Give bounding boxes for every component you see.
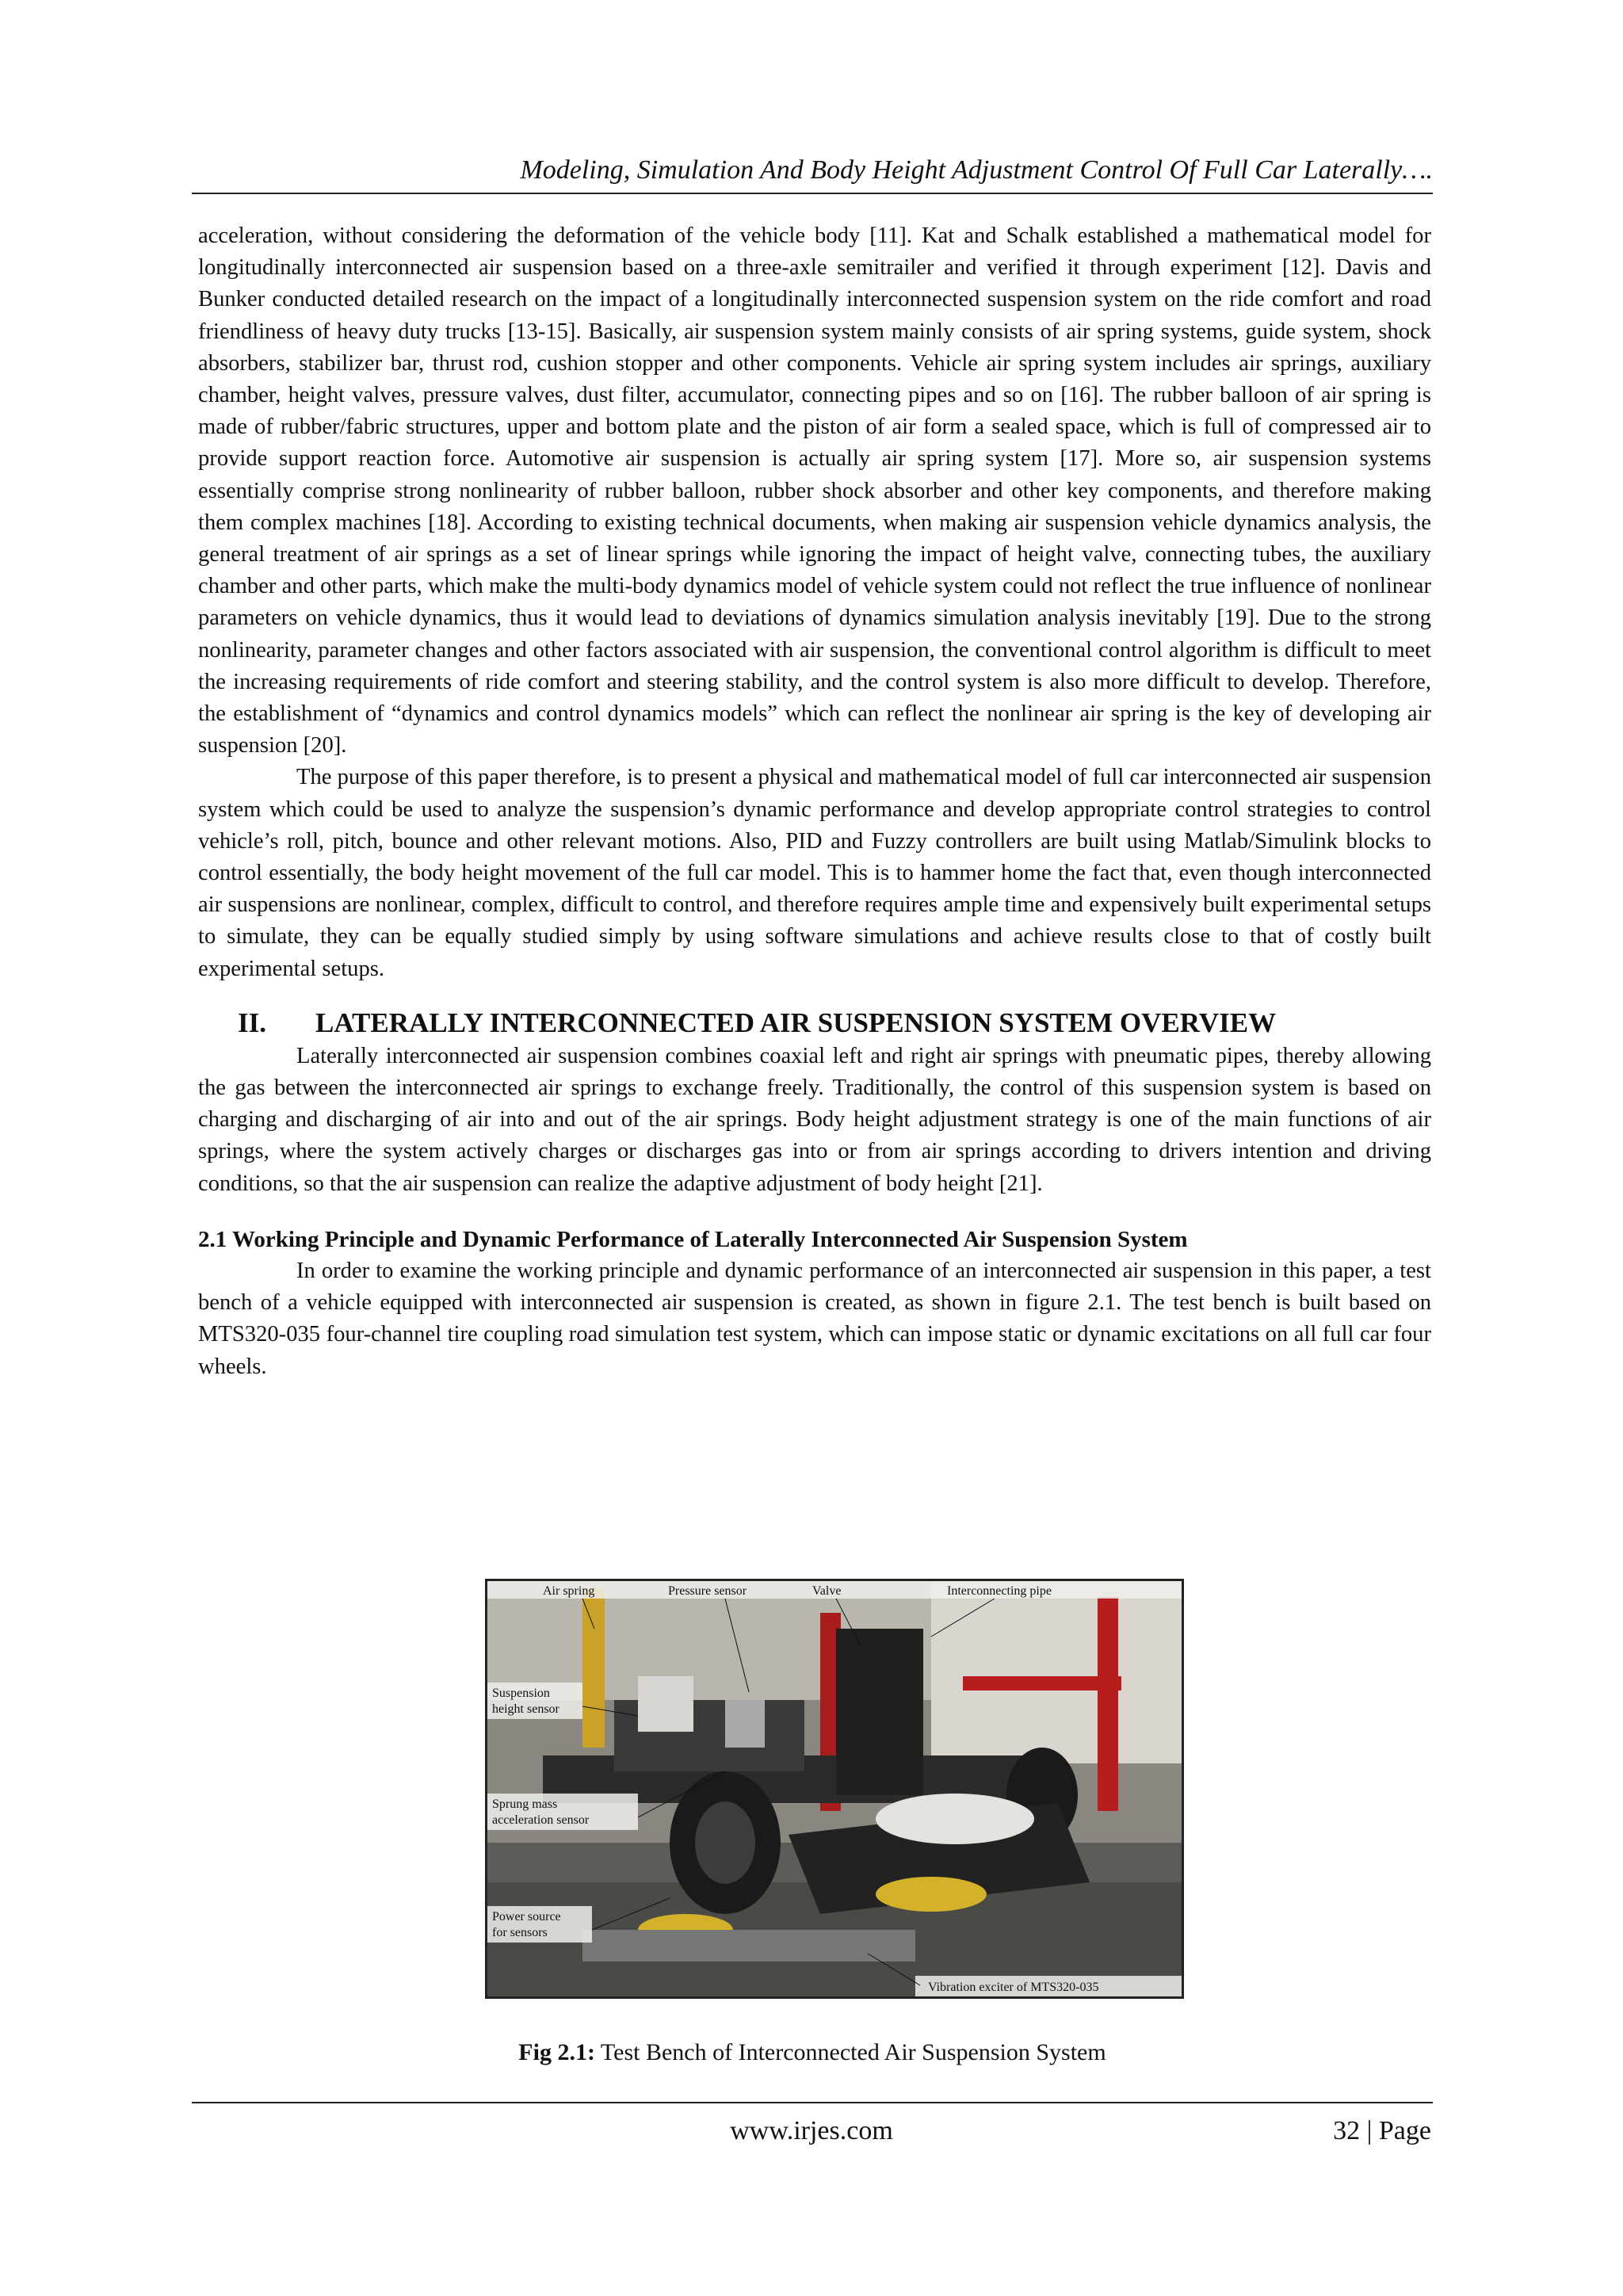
running-header — [192, 153, 1433, 194]
paragraph-3: Laterally interconnected air suspension combines coaxial left and right air springs with pneumatic pipes, thereby allowing the gas between the interconnected air springs to exchange freely. Traditionally, the control of this suspension system is based on charging and discharging of air into and out of the air springs. Body height adjustment strategy is one of the main functions of air springs, where the system actively charges or discharges gas into or from air springs according to drivers intention and driving conditions, so that the air suspension can realize the adaptive adjustment of body height [21]. — [198, 1043, 1431, 1196]
label-air-spring: Air spring — [543, 1584, 595, 1598]
section-heading — [198, 1006, 1431, 1041]
figure-caption-text: Test Bench of Interconnected Air Suspension System — [594, 2039, 1106, 2065]
label-height-sensor-line1: Suspension — [492, 1687, 550, 1700]
running-title: Modeling, Simulation And Body Height Adjustment Control Of Full Car Laterally…. — [520, 155, 1433, 185]
section-title: LATERALLY INTERCONNECTED AIR SUSPENSION SYSTEM OVERVIEW — [315, 1007, 1277, 1038]
figure-caption — [192, 2037, 1433, 2069]
page-number: 32 | Page — [1333, 2116, 1431, 2145]
section-number: II. — [238, 1007, 266, 1038]
footer-divider — [192, 2102, 1433, 2103]
figure-caption-label: Fig 2.1: — [518, 2039, 595, 2065]
label-power-source-line1: Power source — [492, 1910, 561, 1924]
label-valve: Valve — [812, 1584, 842, 1598]
label-pressure-sensor: Pressure sensor — [668, 1584, 747, 1598]
label-power-source-line2: for sensors — [492, 1926, 548, 1939]
label-interconnecting-pipe: Interconnecting pipe — [947, 1584, 1052, 1598]
paragraph-2: The purpose of this paper therefore, is to present a physical and mathematical model of full car interconnected air suspension system which could be used to analyze the suspension’s dynamic performance and develop appropriate control strategies to control vehicle’s roll, pitch, bounce and other relevant motions. Also, PID and Fuzzy controllers are built using Matlab/Simulink blocks to control essentially, the body height movement of the full car model. This is to hammer home the fact that, even though interconnected air suspensions are nonlinear, complex, difficult to control, and therefore requires ample time and expensively built experimental setups to simulate, they can be equally studied simply by using software simulations and achieve results close to that of costly built experimental setups. — [198, 765, 1431, 981]
label-vibration-exciter: Vibration exciter of MTS320-035 — [928, 1981, 1099, 1994]
label-accel-sensor-line2: acceleration sensor — [492, 1813, 590, 1827]
paragraph-4: In order to examine the working principle and dynamic performance of an interconnected air suspension in this paper, a test bench of a vehicle equipped with interconnected air suspension is created, as shown in figure 2.1. The test bench is built based on MTS320-035 four-channel tire coupling road simulation test system, which can impose static or dynamic excitations on all full car four wheels. — [198, 1258, 1431, 1379]
paragraph-1: acceleration, without considering the deformation of the vehicle body [11]. Kat and Schalk established a mathematical model for longitudinally interconnected air suspension based on a three-axle semitrailer and verified it through experiment [12]. Davis and Bunker conducted detailed research on the impact of a longitudinally interconnected suspension system on the ride comfort and road friendliness of heavy duty trucks [13-15]. Basically, air suspension system mainly consists of air spring systems, guide system, shock absorbers, stabilizer bar, thrust rod, cushion stopper and other components. Vehicle air spring system includes air springs, auxiliary chamber, height valves, pressure valves, dust filter, accumulator, connecting pipes and so on [16]. The rubber balloon of air spring is made of rubber/fabric structures, upper and bottom plate and the piston of air form a sealed space, which is full of compressed air to provide support reaction force. Automotive air suspension is actually air spring system [17]. More so, air suspension systems essentially comprise strong nonlinearity of rubber balloon, rubber shock absorber and other key components, and therefore making them complex machines [18]. According to existing technical documents, when making air suspension vehicle dynamics analysis, the general treatment of air springs as a set of linear springs while ignoring the impact of height valve, connecting tubes, the auxiliary chamber and other parts, which make the multi-body dynamics model of vehicle system could not reflect the true influence of nonlinear parameters on vehicle dynamics, thus it would lead to deviations of dynamics simulation analysis inevitably [19]. Due to the strong nonlinearity, parameter changes and other factors associated with air suspension, the conventional control algorithm is difficult to meet the increasing requirements of ride comfort and steering stability, and the control system is also more difficult to develop. Therefore, the establishment of “dynamics and control dynamics models” which can reflect the nonlinear air spring is the key of developing air suspension [20]. — [198, 223, 1431, 758]
label-height-sensor-line2: height sensor — [492, 1702, 559, 1716]
subsection-heading: 2.1 Working Principle and Dynamic Performance of Laterally Interconnected Air Suspension System — [198, 1226, 1188, 1252]
main-content — [198, 220, 1431, 1383]
label-accel-sensor-line1: Sprung mass — [492, 1797, 558, 1811]
test-bench-photo — [485, 1579, 1184, 1999]
footer-url: www.irjes.com — [730, 2116, 893, 2145]
test-bench-illustration — [487, 1581, 1182, 1996]
